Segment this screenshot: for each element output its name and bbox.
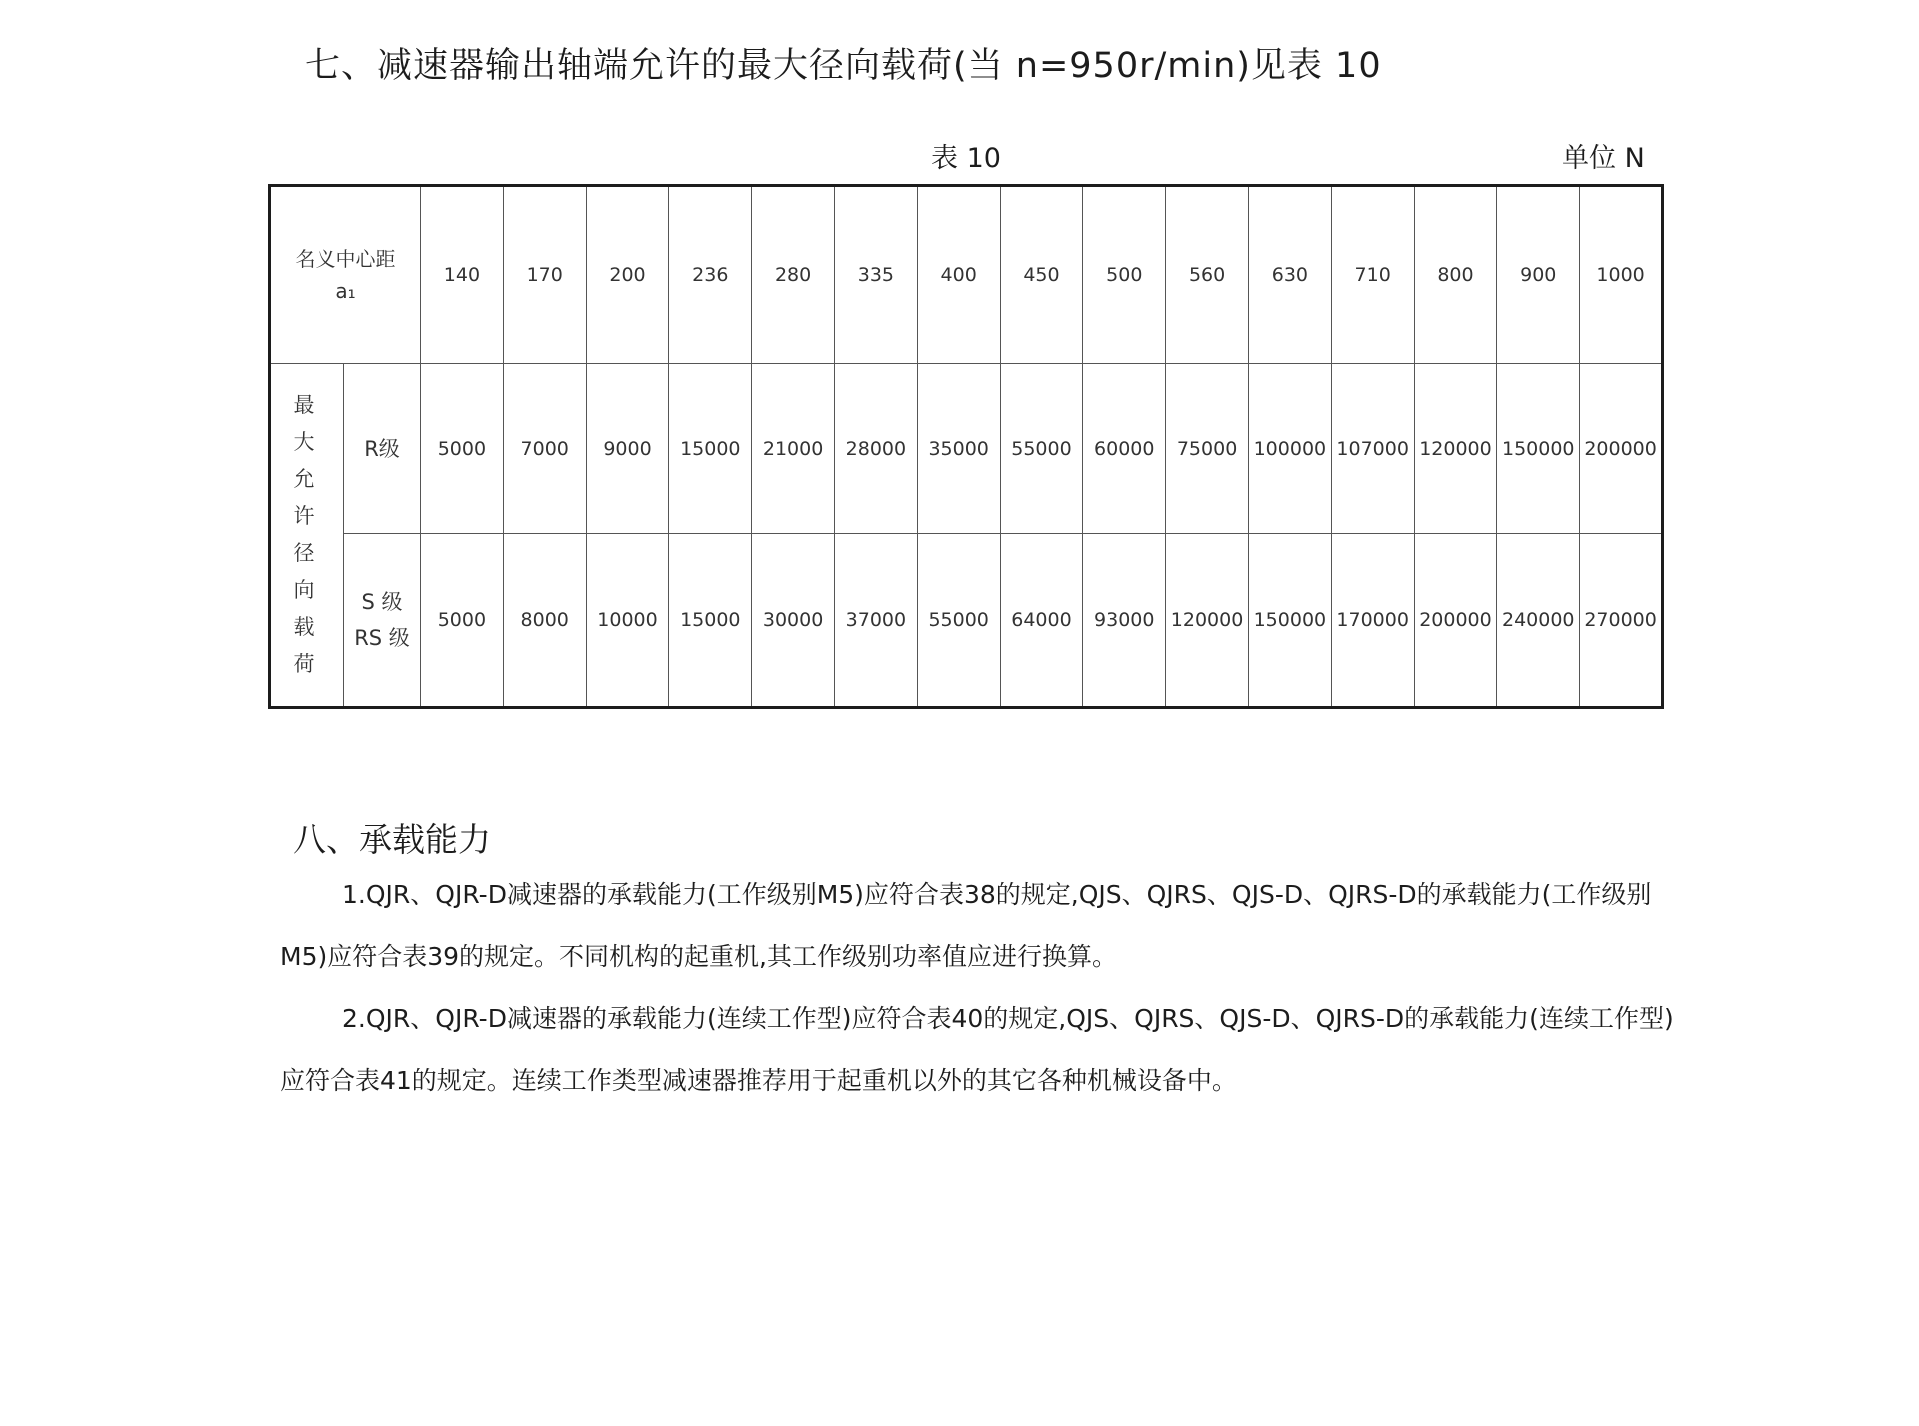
s-value-cell: 55000 [917,534,1000,708]
s-value-cell: 8000 [503,534,586,708]
center-distance-cell: 280 [752,186,835,364]
r-value-cell: 55000 [1000,364,1083,534]
r-value-cell: 100000 [1248,364,1331,534]
s-value-cell: 240000 [1497,534,1580,708]
center-distance-cell: 335 [834,186,917,364]
center-distance-cell: 170 [503,186,586,364]
center-distance-cell: 1000 [1580,186,1663,364]
s-value-cell: 15000 [669,534,752,708]
center-distance-cell: 710 [1331,186,1414,364]
r-value-cell: 120000 [1414,364,1497,534]
table-unit: 单位 N [1562,143,1645,174]
s-value-cell: 64000 [1000,534,1083,708]
r-grade-label: R级 [364,436,400,461]
center-distance-cell: 560 [1166,186,1249,364]
r-value-cell: 9000 [586,364,669,534]
s-value-cell: 37000 [834,534,917,708]
s-grade-label-cell [344,534,421,708]
r-grade-row [270,364,1663,534]
r-value-cell: 107000 [1331,364,1414,534]
center-distance-cell: 800 [1414,186,1497,364]
r-value-cell: 200000 [1580,364,1663,534]
center-distance-cell: 200 [586,186,669,364]
center-distance-cell: 400 [917,186,1000,364]
s-value-cell: 120000 [1166,534,1249,708]
r-value-cell: 28000 [834,364,917,534]
table-caption: 表 10 [931,143,1001,174]
r-value-cell: 35000 [917,364,1000,534]
row-group-label-cell [270,364,344,708]
r-value-cell: 60000 [1083,364,1166,534]
center-distance-cell: 236 [669,186,752,364]
r-value-cell: 75000 [1166,364,1249,534]
s-value-cell: 200000 [1414,534,1497,708]
r-value-cell: 150000 [1497,364,1580,534]
r-value-cell: 21000 [752,364,835,534]
paragraph-1: 1.QJR、QJR-D减速器的承载能力(工作级别M5)应符合表38的规定,QJS、QJRS、QJS-D、QJRS-D的承载能力(工作级别M5)应符合表39的规定。不同机构的起重机,其工作级别功率值应进行换算。 [280,880,1652,971]
center-distance-row [270,186,1663,364]
s-value-cell: 5000 [421,534,504,708]
section-7-heading: 七、减速器输出轴端允许的最大径向载荷(当 n=950r/min)见表 10 [305,46,1382,86]
radial-load-table [268,184,1664,709]
s-value-cell: 30000 [752,534,835,708]
s-value-cell: 150000 [1248,534,1331,708]
paragraph-2: 2.QJR、QJR-D减速器的承载能力(连续工作型)应符合表40的规定,QJS、QJRS、QJS-D、QJRS-D的承载能力(连续工作型)应符合表41的规定。连续工作类型减速器推荐用于起重机以外的其它各种机械设备中。 [280,1004,1674,1095]
center-distance-cell: 900 [1497,186,1580,364]
center-distance-cell: 630 [1248,186,1331,364]
r-grade-label-cell [344,364,421,534]
s-grade-label: S 级 [361,590,403,614]
r-value-cell: 15000 [669,364,752,534]
center-distance-label: 名义中心距 [295,247,396,271]
r-value-cell: 5000 [421,364,504,534]
s-value-cell: 270000 [1580,534,1663,708]
rs-grade-label: RS 级 [354,626,410,650]
s-grade-row [270,534,1663,708]
s-value-cell: 93000 [1083,534,1166,708]
center-distance-header [270,186,421,364]
r-value-cell: 7000 [503,364,586,534]
s-value-cell: 170000 [1331,534,1414,708]
center-distance-symbol: a₁ [335,279,356,303]
row-group-label: 最大允许径向载荷 [293,393,321,676]
section-8-heading: 八、承载能力 [293,820,491,859]
center-distance-cell: 450 [1000,186,1083,364]
center-distance-cell: 140 [421,186,504,364]
s-value-cell: 10000 [586,534,669,708]
center-distance-cell: 500 [1083,186,1166,364]
